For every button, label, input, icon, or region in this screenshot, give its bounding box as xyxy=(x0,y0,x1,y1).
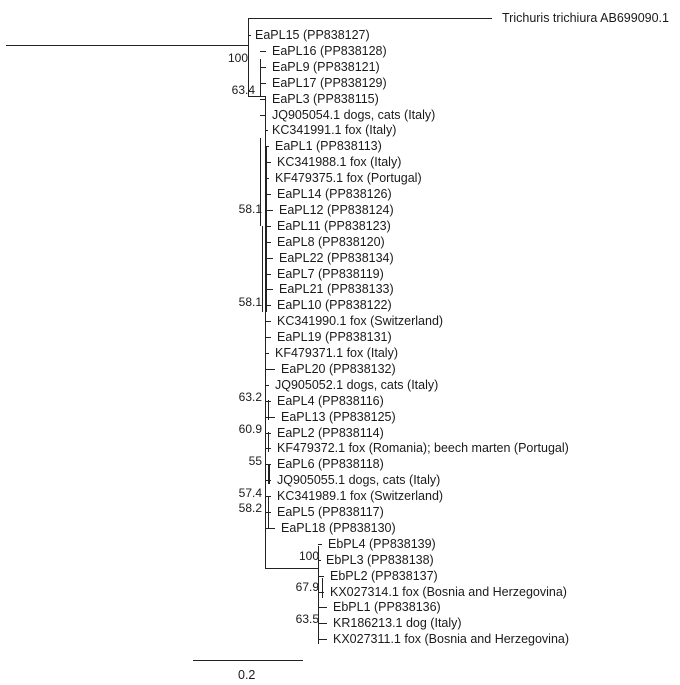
leaf-label: KC341989.1 fox (Switzerland) xyxy=(277,489,444,503)
leaf-branch xyxy=(265,130,268,131)
clade-60-9 xyxy=(268,432,269,452)
leaf-label: KF479375.1 fox (Portugal) xyxy=(275,171,422,185)
scale-bar xyxy=(193,660,303,661)
leaf-label: EaPL6 (PP838118) xyxy=(277,457,384,471)
leaf-branch xyxy=(265,258,273,259)
leaf-branch xyxy=(265,496,271,497)
leaf-label: EaPL15 (PP838127) xyxy=(255,28,370,42)
outgroup-label: Trichuris trichiura AB699090.1 xyxy=(502,11,669,25)
leaf-label: EaPL1 (PP838113) xyxy=(275,139,382,153)
leaf-branch xyxy=(265,448,271,449)
bootstrap-value: 63.5 xyxy=(295,612,319,626)
leaf-branch xyxy=(265,178,269,179)
leaf-label: JQ905055.1 dogs, cats (Italy) xyxy=(277,473,441,487)
bootstrap-value: 58.2 xyxy=(238,501,262,515)
leaf-label: EaPL7 (PP838119) xyxy=(277,267,384,281)
leaf-label: KC341990.1 fox (Switzerland) xyxy=(277,314,444,328)
leaf-branch xyxy=(265,385,269,386)
leaf-branch xyxy=(265,353,269,354)
scale-bar-label: 0.2 xyxy=(238,668,256,682)
bootstrap-value: 63.2 xyxy=(238,390,262,404)
leaf-label: EaPL8 (PP838120) xyxy=(277,235,385,249)
leaf-branch xyxy=(248,35,251,36)
leaf-branch xyxy=(265,242,271,243)
clade-58-inner xyxy=(266,146,267,312)
leaf-branch xyxy=(265,274,271,275)
leaf-label: KX027314.1 fox (Bosnia and Herzegovina) xyxy=(330,585,567,599)
leaf-label: KF479371.1 fox (Italy) xyxy=(275,346,398,360)
leaf-branch xyxy=(265,194,271,195)
leaf-label: KR186213.1 dog (Italy) xyxy=(333,616,462,630)
leaf-branch xyxy=(265,321,271,322)
leaf-label: EaPL19 (PP838131) xyxy=(277,330,392,344)
leaf-branch xyxy=(260,67,266,68)
leaf-branch xyxy=(265,289,273,290)
leaf-label: KC341991.1 fox (Italy) xyxy=(272,123,397,137)
leaf-branch xyxy=(265,226,271,227)
leaf-label: EaPL18 (PP838130) xyxy=(281,521,396,535)
leaf-label: EaPL17 (PP838129) xyxy=(272,76,387,90)
leaf-branch xyxy=(260,51,266,52)
root-branch xyxy=(6,45,248,46)
leaf-branch xyxy=(260,83,266,84)
leaf-branch xyxy=(265,146,269,147)
clade-55 xyxy=(268,464,270,484)
bootstrap-value: 58.1 xyxy=(238,295,262,309)
bootstrap-value: 100 xyxy=(298,549,319,563)
leaf-label: EaPL14 (PP838126) xyxy=(277,187,392,201)
leaf-branch xyxy=(265,417,275,418)
leaf-label: EaPL9 (PP838121) xyxy=(272,60,380,74)
leaf-label: KX027311.1 fox (Bosnia and Herzegovina) xyxy=(333,632,570,646)
leaf-branch xyxy=(265,162,271,163)
leaf-label: EaPL4 (PP838116) xyxy=(277,394,384,408)
leaf-branch xyxy=(265,464,271,465)
leaf-branch xyxy=(265,512,271,513)
leaf-label: KF479372.1 fox (Romania); beech marten (Portugal) xyxy=(277,441,569,455)
leaf-label: EbPL3 (PP838138) xyxy=(326,553,434,567)
leaf-branch xyxy=(318,607,327,608)
leaf-branch xyxy=(265,528,275,529)
leaf-label: JQ905054.1 dogs, cats (Italy) xyxy=(272,108,436,122)
leaf-branch xyxy=(265,480,271,481)
leaf-label: JQ905052.1 dogs, cats (Italy) xyxy=(275,378,439,392)
leaf-branch xyxy=(265,401,271,402)
leaf-branch xyxy=(260,115,266,116)
leaf-label: EaPL21 (PP838133) xyxy=(279,282,394,296)
bootstrap-value: 57.4 xyxy=(238,486,262,500)
bootstrap-value: 58.1 xyxy=(238,202,262,216)
leaf-branch xyxy=(318,544,322,545)
leaf-label: EaPL10 (PP838122) xyxy=(277,298,392,312)
leaf-label: EaPL5 (PP838117) xyxy=(277,505,384,519)
bootstrap-value: 67.9 xyxy=(295,580,319,594)
clade-100-vertical xyxy=(260,59,261,97)
leaf-label: EaPL22 (PP838134) xyxy=(279,251,394,265)
leaf-label: EbPL2 (PP838137) xyxy=(330,569,438,583)
outgroup-branch xyxy=(248,18,492,19)
bootstrap-value: 100 xyxy=(227,51,248,65)
leaf-label: KC341988.1 fox (Italy) xyxy=(277,155,402,169)
leaf-label: EaPL11 (PP838123) xyxy=(277,219,391,233)
leaf-label: EaPL20 (PP838132) xyxy=(281,362,396,376)
leaf-label: EbPL4 (PP838139) xyxy=(328,537,436,551)
leaf-branch xyxy=(318,576,324,577)
clade-58b-vertical xyxy=(262,226,263,312)
leaf-branch xyxy=(318,623,327,624)
leaf-branch xyxy=(265,337,271,338)
leaf-branch xyxy=(265,305,271,306)
leaf-label: EaPL13 (PP838125) xyxy=(281,410,396,424)
root-vertical xyxy=(248,18,249,46)
leaf-label: EaPL3 (PP838115) xyxy=(272,92,379,106)
clade-67-9 xyxy=(322,578,323,598)
leaf-branch xyxy=(265,433,271,434)
leaf-branch xyxy=(260,99,266,100)
leaf-label: EaPL16 (PP838128) xyxy=(272,44,387,58)
leaf-branch xyxy=(318,639,327,640)
bootstrap-value: 55 xyxy=(248,454,262,468)
leaf-label: EaPL2 (PP838114) xyxy=(277,426,384,440)
bootstrap-value: 63.4 xyxy=(231,83,255,97)
eb-clade-stem xyxy=(265,568,318,569)
leaf-branch xyxy=(265,369,275,370)
bootstrap-value: 60.9 xyxy=(238,422,262,436)
leaf-branch xyxy=(265,210,273,211)
leaf-label: EaPL12 (PP838124) xyxy=(279,203,394,217)
leaf-label: EbPL1 (PP838136) xyxy=(333,600,441,614)
